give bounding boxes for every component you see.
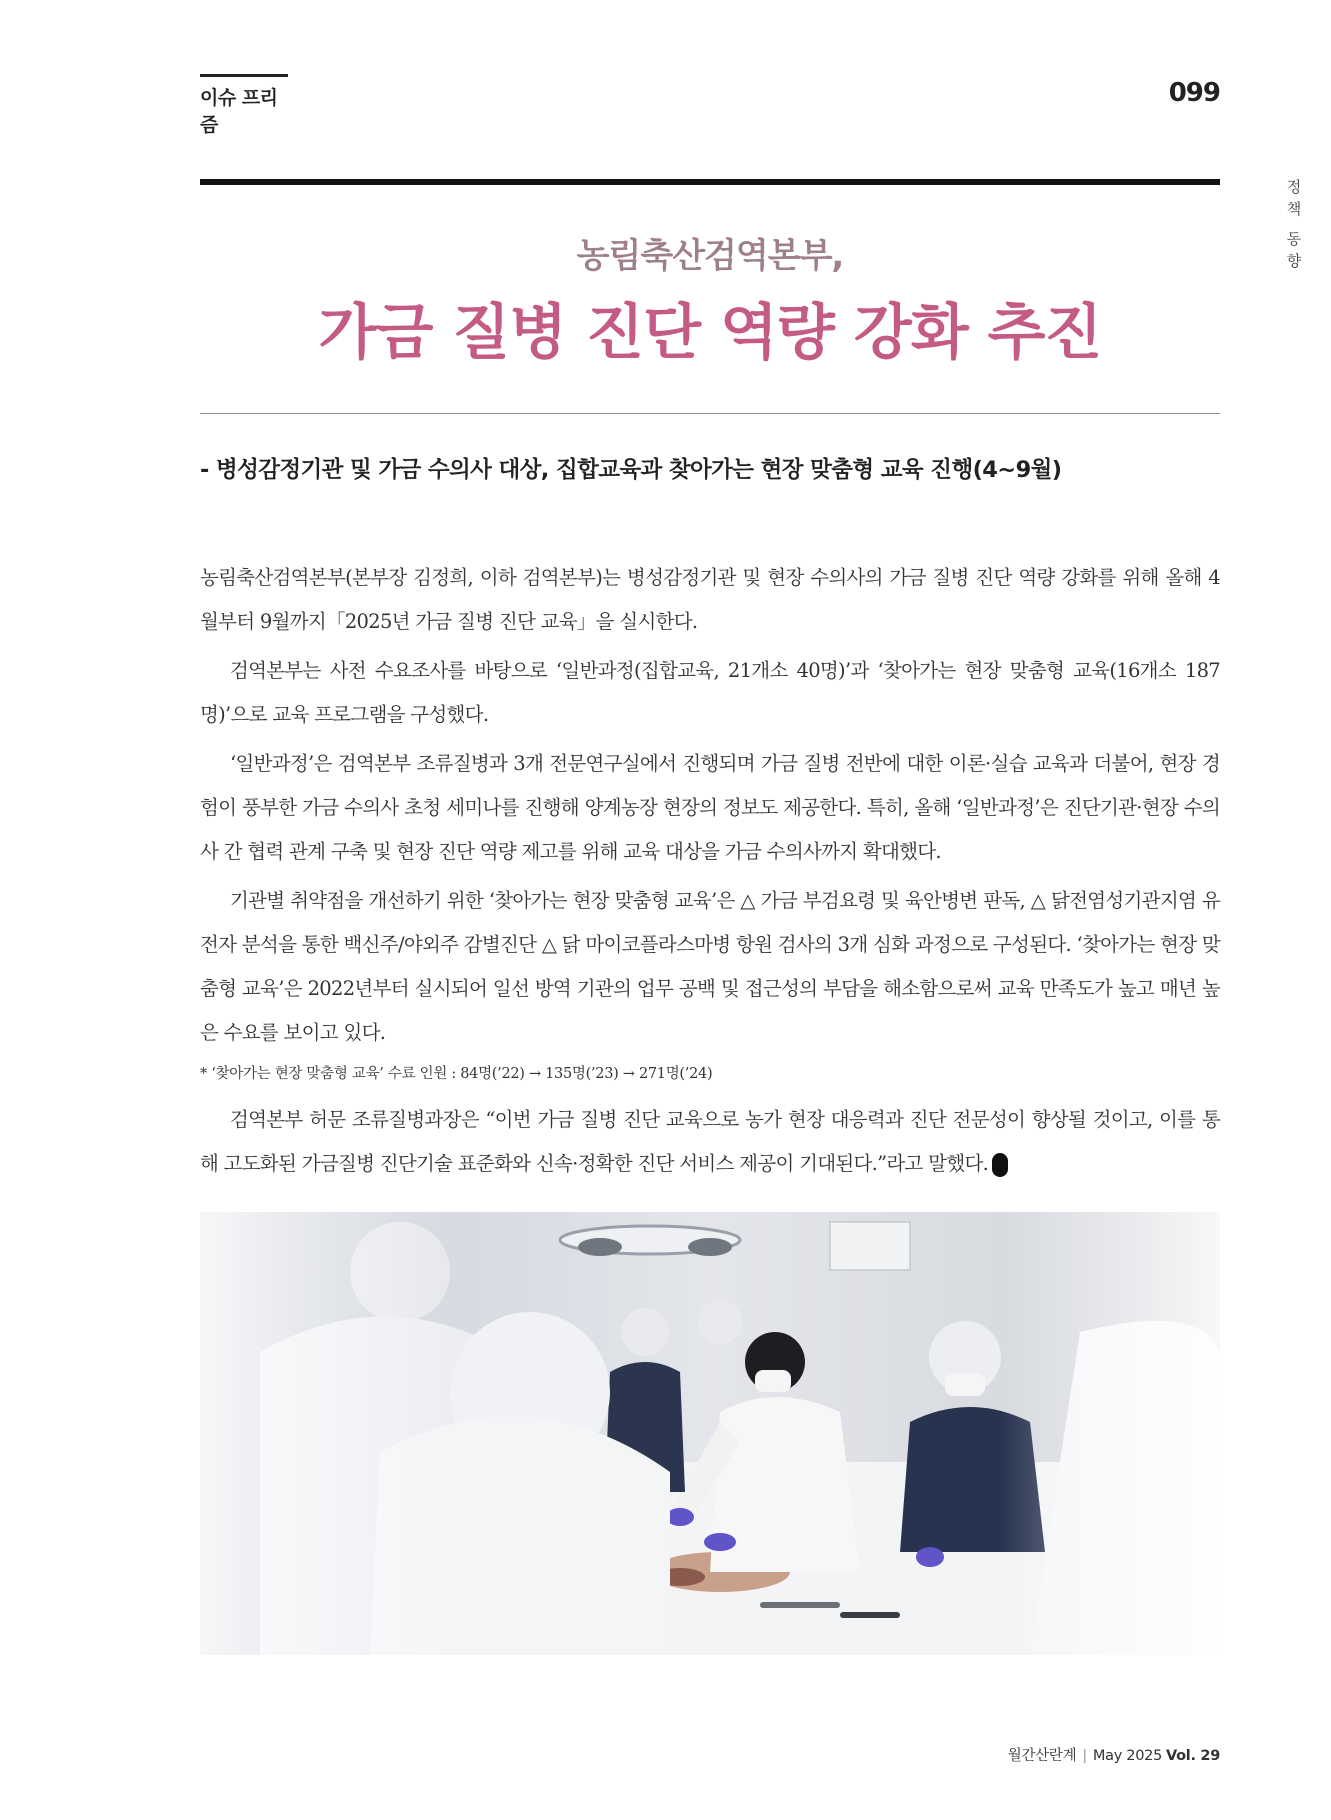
closing-text: 검역본부 허문 조류질병과장은 “이번 가금 질병 진단 교육으로 농가 현장 대응력과 진단 전문성이 향상될 것이고, 이를 통해 고도화된 가금질병 진단기술 표준화와 신속·정확한 진단 서비스 제공이 기대된다.”라고 말했다. (200, 1108, 1220, 1175)
issue-date: May 2025 (1092, 1748, 1162, 1764)
article-photo (200, 1212, 1220, 1655)
footnote: * ‘찾아가는 현장 맞춤형 교육’ 수료 인원 : 84명(’22) → 135명(’23) → 271명(’24) (200, 1066, 713, 1082)
article-headline: 가금 질병 진단 역량 강화 추진 (318, 298, 1102, 368)
body-paragraph: 농림축산검역본부(본부장 김정희, 이하 검역본부)는 병성감정기관 및 현장 수의사의 가금 질병 진단 역량 강화를 위해 올해 4월부터 9월까지「2025년 가금 질병 진단 교육」을 실시한다. (200, 566, 1220, 633)
article-subtitle: - 병성감정기관 및 가금 수의사 대상, 집합교육과 찾아가는 현장 맞춤형 교육 진행(4~9월) (200, 457, 1062, 483)
top-divider (200, 179, 1220, 185)
article-body (200, 556, 1220, 1191)
closing-paragraph (200, 1098, 1220, 1193)
magazine-name: 월간산란계 (1007, 1748, 1077, 1764)
headline-divider (200, 413, 1220, 414)
body-paragraph: 검역본부는 사전 수요조사를 바탕으로 ‘일반과정(집합교육, 21개소 40명)’과 ‘찾아가는 현장 맞춤형 교육(16개소 187명)’으로 교육 프로그램을 구성했다. (200, 659, 1220, 726)
page-number: 099 (1168, 78, 1220, 108)
end-mark-icon: 산관 (992, 1153, 1008, 1177)
section-tag: 이슈 프리즘 (200, 74, 288, 137)
page-footer (1008, 1744, 1220, 1765)
issue-volume: Vol. 29 (1166, 1748, 1220, 1764)
side-label-char: 책 (1286, 200, 1302, 218)
body-paragraph: 기관별 취약점을 개선하기 위한 ‘찾아가는 현장 맞춤형 교육’은 △ 가금 부검요령 및 육안병변 판독, △ 닭전염성기관지염 유전자 분석을 통한 백신주/야외주 감별진단 △ 닭 마이코플라스마병 항원 검사의 3개 심화 과정으로 구성된다. ‘찾아가는 현장 맞춤형 교육’은 2022년부터 실시되어 일선 방역 기관의 업무 공백 및 접근성의 부담을 해소함으로써 교육 만족도가 높고 매년 높은 수요를 보이고 있다. (200, 889, 1220, 1044)
side-section-label (1284, 176, 1304, 272)
side-label-char: 향 (1286, 252, 1302, 270)
article-kicker: 농림축산검역본부, (576, 236, 844, 276)
side-label-char: 정 (1286, 178, 1302, 196)
body-paragraph: ‘일반과정’은 검역본부 조류질병과 3개 전문연구실에서 진행되며 가금 질병 전반에 대한 이론·실습 교육과 더불어, 현장 경험이 풍부한 가금 수의사 초청 세미나를 진행해 양계농장 현장의 정보도 제공한다. 특히, 올해 ‘일반과정’은 진단기관·현장 수의사 간 협력 관계 구축 및 현장 진단 역량 제고를 위해 교육 대상을 가금 수의사까지 확대했다. (200, 752, 1220, 863)
footer-separator: | (1082, 1748, 1087, 1764)
side-label-char: 동 (1286, 230, 1302, 248)
